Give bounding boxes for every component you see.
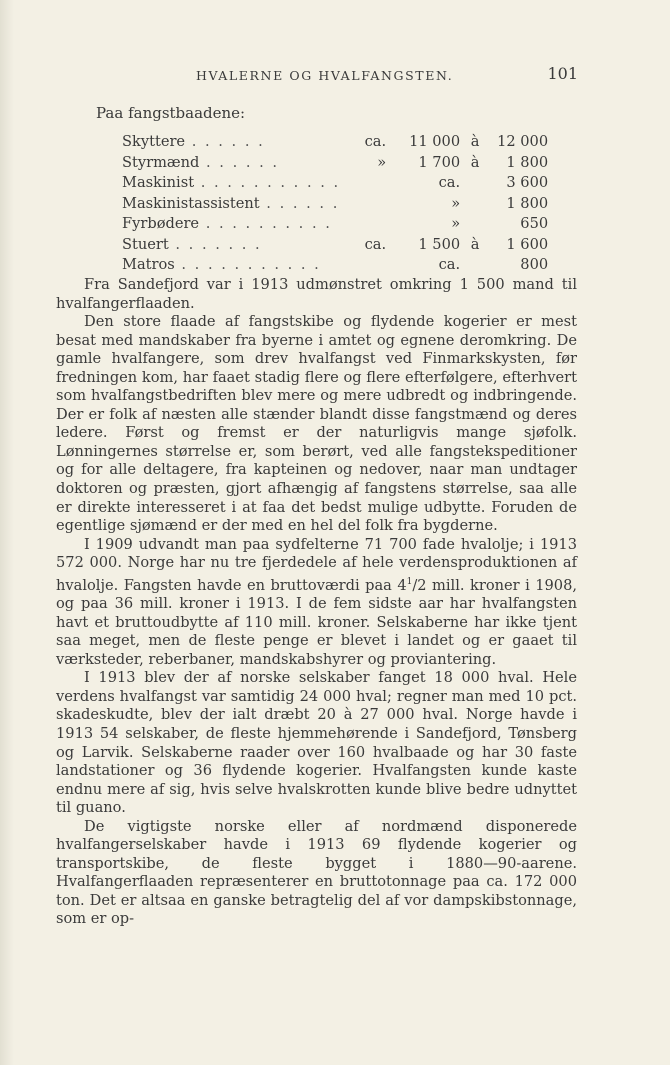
leader-dots: . . . . . . xyxy=(199,153,280,171)
qualifier xyxy=(340,214,390,235)
wage-high: 1 800 xyxy=(506,153,549,171)
range-separator xyxy=(460,255,490,276)
table-row xyxy=(122,132,548,153)
paragraph: Den store flaade af fangstskibe og flydende kogerier er mest besat med mandskaber fra byerne i amtet og egnene deromkring. De gamle hvalfangere, som drev hvalfangst ved Finmarkskysten, før fredningen kom, har faaet stadig flere og flere efterfølgere, efterhvert som hvalfangstbedriften blev mere og mere udbredt og indbringende. Der er folk af næsten alle stænder blandt disse fangstmænd og deres ledere. Først og fremst er der naturligvis mange sjøfolk. Lønningernes størrelse er, som berørt, ved alle fangstekspeditioner og for alle deltagere, fra kapteinen og nedover, naar man undtager doktoren og præsten, gjort afhængig af fangstens størrelse, saa alle er direkte interesseret i at faa det bedst mulige udbytte. Foruden de egentlige sjømænd er der med en hel del folk fra bygderne. xyxy=(56,313,577,535)
leader-dots: . . . . . . . . . . . xyxy=(194,174,341,192)
section-heading: Paa fangstbaadene: xyxy=(96,104,246,122)
crew-wage-table xyxy=(122,132,548,276)
paragraph: I 1909 udvandt man paa sydfelterne 71 700 fade hvalolje; i 1913 572 000. Norge har nu tre fjerdedele af hele verdensproduktionen af hvalolje. Fangsten havde en bruttoværdi paa $4^1/2$ mill. kroner i 1908, og paa 36 mill. kroner i 1913. I de fem sidste aar har hvalfangsten havt et bruttoudbytte af 110 mill. kroner. Selskaberne har ikke tjent saa meget, men de fleste penge er blevet i landet og er gaaet til værksteder, reberbaner, mandskabshyrer og proviantering. xyxy=(56,535,577,668)
role-label: Stuert xyxy=(122,235,169,253)
wage-high: 1 800 xyxy=(506,194,549,212)
leader-dots: . . . . . . . . . . xyxy=(199,215,332,233)
paragraph: I 1913 blev der af norske selskaber fanget 18 000 hval. Hele verdens hvalfangst var samtidig 24 000 hval; regner man med 10 pct. skadeskudte, blev der ialt dræbt 20 à 27 000 hval. Norge havde i 1913 54 selskaber, de fleste hjemmehørende i Sandefjord, Tønsberg og Larvik. Selskaberne raader over 160 hvalbaade og har 30 faste landstationer og 36 flydende kogerier. Hvalfangsten kunde kaste endnu mere af sig, hvis selve hvalskrotten kunde blive bedre udnyttet til guano. xyxy=(56,669,577,817)
wage-high: 650 xyxy=(520,215,549,233)
range-separator: à xyxy=(470,153,480,171)
leader-dots: . . . . . . . xyxy=(168,235,262,253)
role-label: Maskinistassistent xyxy=(122,194,260,212)
range-separator xyxy=(460,194,490,215)
table-row xyxy=(122,214,548,235)
qualifier xyxy=(340,173,390,194)
qualifier xyxy=(340,194,390,215)
wage-low: 1 700 xyxy=(418,153,461,171)
role-label: Styrmænd xyxy=(122,153,200,171)
paragraph: De vigtigste norske eller af nordmænd disponerede hvalfangerselskaber havde i 1913 69 flydende kogerier og transportskibe, de fleste bygget i 1880—90-aarene. Hvalfangerflaaden repræsenterer en bruttotonnage paa ca. 172 000 ton. Det er altsaa en ganske betragtelig del af vor dampskibstonnage, som er op- xyxy=(56,817,577,928)
wage-high: 800 xyxy=(520,256,549,274)
wage-high: 3 600 xyxy=(506,174,549,192)
range-separator: à xyxy=(470,235,480,253)
table-row xyxy=(122,235,548,256)
wage-qualifier: » xyxy=(451,194,461,212)
role-label: Matros xyxy=(122,256,175,274)
table-row xyxy=(122,153,548,174)
page-edge-shadow xyxy=(0,0,14,1065)
page-number: 101 xyxy=(547,64,578,83)
range-separator: à xyxy=(470,133,480,151)
wage-high: 1 600 xyxy=(506,235,549,253)
running-title: HVALERNE OG HVALFANGSTEN. xyxy=(196,68,454,83)
table-row xyxy=(122,255,548,276)
wage-qualifier: » xyxy=(451,215,461,233)
table-row xyxy=(122,173,548,194)
running-header xyxy=(56,64,586,88)
qualifier xyxy=(340,255,390,276)
leader-dots: . . . . . . xyxy=(259,194,340,212)
wage-low: 11 000 xyxy=(409,133,461,151)
wage-low: 1 500 xyxy=(418,235,461,253)
leader-dots: . . . . . . xyxy=(185,133,265,151)
paragraph: Fra Sandefjord var i 1913 udmønstret omkring 1 500 mand til hvalfangerflaaden. xyxy=(56,276,577,312)
fraction: $^1$/2 xyxy=(406,576,427,594)
qualifier: ca. xyxy=(364,235,387,253)
wage-qualifier: ca. xyxy=(438,174,461,192)
leader-dots: . . . . . . . . . . . xyxy=(174,256,321,274)
range-separator xyxy=(460,214,490,235)
role-label: Fyrbødere xyxy=(122,215,200,233)
qualifier: ca. xyxy=(364,133,387,151)
qualifier: » xyxy=(377,153,387,171)
body-text xyxy=(56,276,577,929)
table-row xyxy=(122,194,548,215)
role-label: Skyttere xyxy=(122,133,186,151)
wage-qualifier: ca. xyxy=(438,256,461,274)
range-separator xyxy=(460,173,490,194)
role-label: Maskinist xyxy=(122,174,195,192)
wage-high: 12 000 xyxy=(497,133,549,151)
